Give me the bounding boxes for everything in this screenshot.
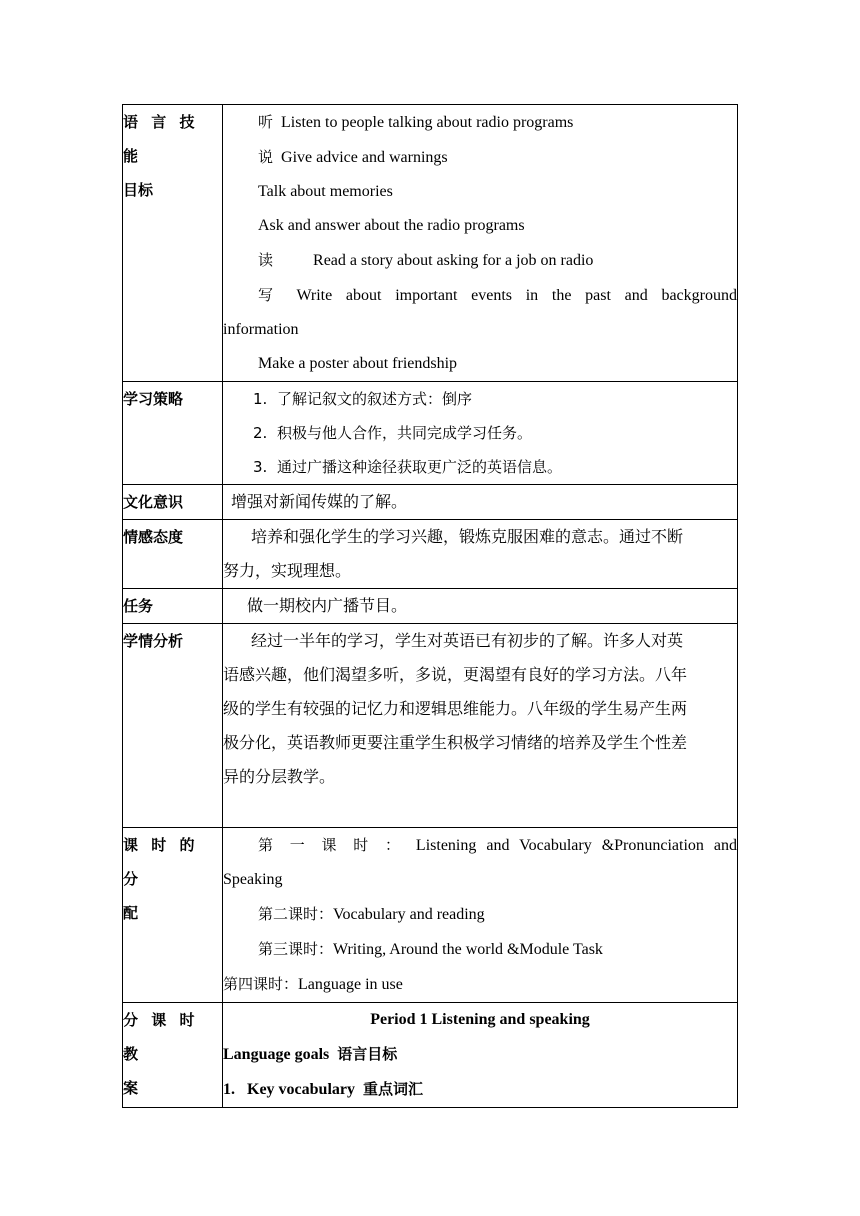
- row-label: 任务: [123, 589, 223, 624]
- row-content: [223, 520, 738, 589]
- label-line: 语 言 技 能: [123, 113, 199, 165]
- analysis-line: 经过一半年的学习，学生对英语已有初步的了解。许多人对英: [251, 631, 684, 650]
- row-cultural-awareness: [123, 485, 738, 520]
- row-label: [123, 1003, 223, 1108]
- strategy-text: 通过广播这种途径获取更广泛的英语信息。: [277, 458, 563, 476]
- row-content: 增强对新闻传媒的了解。: [223, 485, 738, 520]
- label-line: 课 时 的 分: [123, 836, 199, 888]
- skill-listen-en: Listen to people talking about radio programs: [281, 114, 574, 131]
- language-goals-cn: 语言目标: [337, 1045, 398, 1063]
- skill-read: [223, 243, 737, 278]
- language-goals-en: Language goals: [223, 1046, 330, 1063]
- strategy-num: 1.: [253, 390, 268, 408]
- skill-write-2: Make a poster about friendship: [258, 355, 458, 372]
- language-goals: [223, 1037, 737, 1072]
- analysis-line: 级的学生有较强的记忆力和逻辑思维能力。八年级的学生易产生两: [223, 699, 688, 718]
- row-learning-strategy: [123, 382, 738, 485]
- strategy-item: [223, 416, 737, 450]
- row-learner-analysis: [123, 624, 738, 828]
- skill-speak-en: Give advice and warnings: [281, 149, 448, 166]
- period-4-cn: 第四课时：: [223, 975, 299, 993]
- row-content: [223, 1003, 738, 1108]
- period-1-cn: 第 一 课 时 ：: [258, 836, 406, 854]
- row-content: [223, 382, 738, 485]
- row-content: [223, 105, 738, 382]
- period-2-cn: 第二课时：: [258, 905, 334, 923]
- analysis-line: 极分化，英语教师更要注重学生积极学习情绪的培养及学生个性差: [223, 733, 688, 752]
- skill-speak: [223, 140, 737, 175]
- lesson-plan-table: [122, 104, 738, 1108]
- row-label: [123, 828, 223, 1003]
- vocab-num: 1.: [223, 1081, 235, 1098]
- row-content: 做一期校内广播节目。: [223, 589, 738, 624]
- row-label: [123, 105, 223, 382]
- analysis-line: 异的分层教学。: [223, 767, 336, 786]
- analysis-line: 语感兴趣，他们渴望多听，多说，更渴望有良好的学习方法。八年: [223, 665, 688, 684]
- strategy-item: [223, 450, 737, 484]
- skill-write: [223, 278, 737, 313]
- label-line: 目标: [123, 181, 154, 199]
- period-3-en: Writing, Around the world &Module Task: [333, 941, 603, 958]
- skill-listen-cn: 听: [258, 113, 274, 131]
- row-label: 学习策略: [123, 382, 223, 485]
- emotion-line: 努力，实现理想。: [223, 561, 352, 580]
- row-language-skills: [123, 105, 738, 382]
- label-line: 案: [123, 1079, 139, 1097]
- period-title: Period 1 Listening and speaking: [370, 1011, 590, 1028]
- period-2-en: Vocabulary and reading: [333, 906, 485, 923]
- skill-write-cn: 写: [258, 286, 283, 304]
- period-1-cont: Speaking: [223, 871, 283, 888]
- row-content: [223, 828, 738, 1003]
- row-label: 情感态度: [123, 520, 223, 589]
- skill-read-en: Read a story about asking for a job on radio: [313, 252, 594, 269]
- strategy-num: 3.: [253, 458, 268, 476]
- strategy-num: 2.: [253, 424, 268, 442]
- period-4-en: Language in use: [298, 976, 403, 993]
- period-3: [223, 932, 737, 967]
- skill-speak-cn: 说: [258, 148, 274, 166]
- vocab-cn: 重点词汇: [363, 1080, 424, 1098]
- skill-write-cont: information: [223, 321, 299, 338]
- period-1-en: Listening and Vocabulary &Pronunciation and: [415, 837, 737, 854]
- label-line: 分 课 时 教: [123, 1011, 199, 1063]
- row-content: [223, 624, 738, 828]
- row-label: 学情分析: [123, 624, 223, 828]
- strategy-item: [223, 382, 737, 416]
- skill-speak-3: Ask and answer about the radio programs: [258, 217, 525, 234]
- row-label: 文化意识: [123, 485, 223, 520]
- row-task: [123, 589, 738, 624]
- row-emotion-attitude: [123, 520, 738, 589]
- skill-write-en: Write about important events in the past and background: [296, 287, 737, 304]
- period-3-cn: 第三课时：: [258, 940, 334, 958]
- strategy-text: 积极与他人合作，共同完成学习任务。: [277, 424, 533, 442]
- row-period-allocation: [123, 828, 738, 1003]
- emotion-line: 培养和强化学生的学习兴趣，锻炼克服困难的意志。通过不断: [251, 527, 684, 546]
- vocab-en: Key vocabulary: [247, 1081, 355, 1098]
- key-vocabulary: [223, 1072, 737, 1107]
- skill-listen: [223, 105, 737, 140]
- period-2: [223, 897, 737, 932]
- skill-speak-2: Talk about memories: [258, 183, 393, 200]
- label-line: 配: [123, 904, 139, 922]
- period-1: [223, 828, 737, 863]
- skill-read-cn: 读: [258, 251, 274, 269]
- period-4: [223, 967, 737, 1002]
- strategy-text: 了解记叙文的叙述方式：倒序: [277, 390, 473, 408]
- row-lesson-plan: [123, 1003, 738, 1108]
